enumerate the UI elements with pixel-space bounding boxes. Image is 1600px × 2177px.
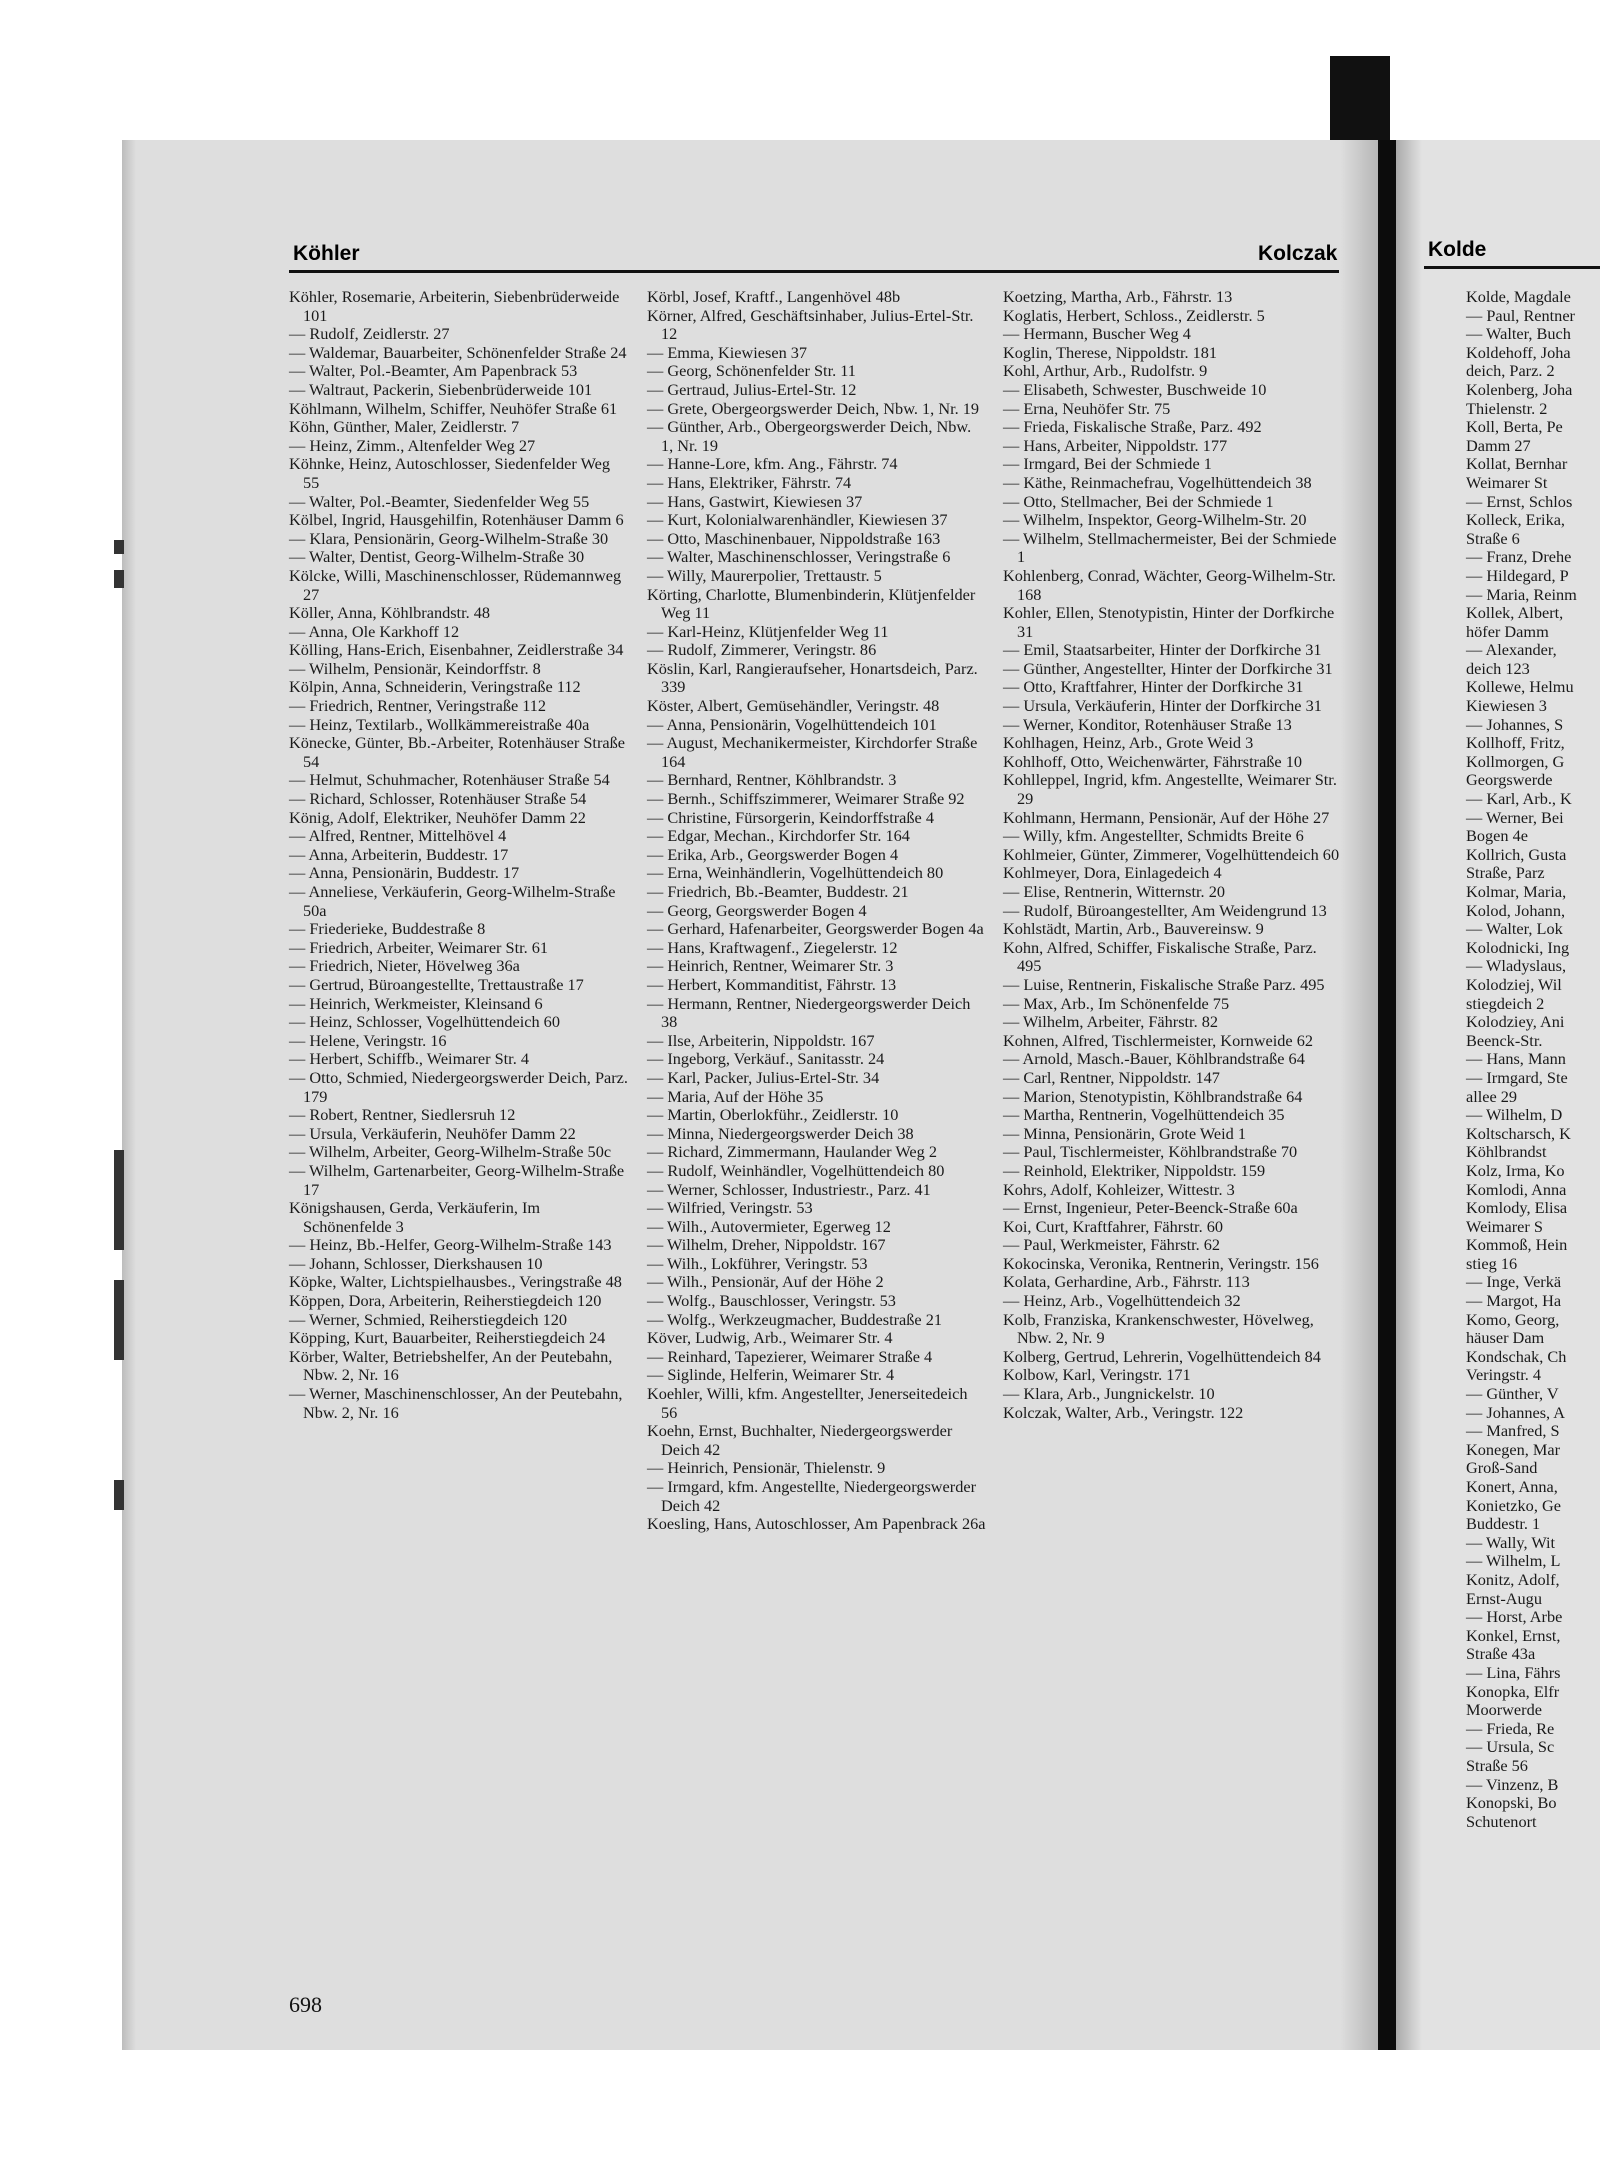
directory-entry: — Werner, Schmied, Reiherstiegdeich 120 bbox=[289, 1309, 568, 1329]
right-page-column bbox=[1466, 288, 1600, 1831]
directory-entry: — Ingeborg, Verkäuf., Sanitasstr. 24 bbox=[647, 1049, 885, 1069]
directory-entry: — Werner, Konditor, Rotenhäuser Straße 13 bbox=[1003, 714, 1292, 734]
directory-entry: Komo, Georg, bbox=[1466, 1309, 1560, 1329]
directory-entry: — Heinz, Arb., Vogelhüttendeich 32 bbox=[1003, 1291, 1241, 1311]
directory-entry: Komlody, Elisa bbox=[1466, 1198, 1568, 1218]
directory-entry: — Reinhold, Elektriker, Nippoldstr. 159 bbox=[1003, 1160, 1266, 1180]
directory-entry: Kolenberg, Joha bbox=[1466, 379, 1573, 399]
directory-entry: Koetzing, Martha, Arb., Fährstr. 13 bbox=[1003, 287, 1233, 306]
directory-entry: Straße 43a bbox=[1466, 1644, 1536, 1664]
directory-entry: Königshausen, Gerda, Verkäuferin, Im Schönenfelde 3 bbox=[289, 1198, 541, 1236]
header-right: Kolczak bbox=[1258, 242, 1338, 265]
directory-entry: — Vinzenz, B bbox=[1466, 1774, 1559, 1794]
directory-entry: Köhlmann, Wilhelm, Schiffer, Neuhöfer Straße 61 bbox=[289, 398, 618, 418]
directory-entry: Straße 6 bbox=[1466, 528, 1520, 548]
directory-entry: Kolczak, Walter, Arb., Veringstr. 122 bbox=[1003, 1402, 1244, 1422]
directory-entry: — Richard, Zimmermann, Haulander Weg 2 bbox=[647, 1142, 938, 1162]
directory-entry: Bogen 4e bbox=[1466, 826, 1528, 846]
directory-entry: — Reinhard, Tapezierer, Weimarer Straße 4 bbox=[647, 1346, 933, 1366]
directory-entry: — Heinrich, Rentner, Weimarer Str. 3 bbox=[647, 956, 894, 976]
directory-entry: — Irmgard, Bei der Schmiede 1 bbox=[1003, 454, 1212, 474]
directory-entry: — Heinz, Schlosser, Vogelhüttendeich 60 bbox=[289, 1012, 560, 1032]
directory-entry: — Marion, Stenotypistin, Köhlbrandstraße 64 bbox=[1003, 1086, 1303, 1106]
directory-entry: Beenck-Str. bbox=[1466, 1030, 1543, 1050]
directory-entry: Kollewe, Helmu bbox=[1466, 677, 1574, 697]
directory-entry: höfer Damm bbox=[1466, 621, 1549, 641]
column-3 bbox=[1003, 288, 1343, 1422]
binding-strip bbox=[1330, 56, 1390, 146]
directory-entry: Kolodziey, Ani bbox=[1466, 1012, 1565, 1032]
directory-entry: — Helene, Veringstr. 16 bbox=[289, 1030, 447, 1050]
directory-entry: Kollhoff, Fritz, bbox=[1466, 733, 1565, 753]
directory-entry: — Günther, V bbox=[1466, 1384, 1559, 1404]
gutter-shadow bbox=[1340, 140, 1378, 2050]
directory-entry: — Hermann, Rentner, Niedergeorgswerder Deich 38 bbox=[647, 993, 971, 1032]
directory-entry: — Walter, Lok bbox=[1466, 919, 1563, 939]
directory-entry: — Bernhard, Rentner, Köhlbrandstr. 3 bbox=[647, 770, 897, 790]
directory-entry: — Hanne-Lore, kfm. Ang., Fährstr. 74 bbox=[647, 454, 898, 474]
directory-entry: Koehn, Ernst, Buchhalter, Niedergeorgswerder Deich 42 bbox=[647, 1421, 953, 1459]
directory-entry: Koltscharsch, K bbox=[1466, 1123, 1571, 1143]
directory-entry: Buddestr. 1 bbox=[1466, 1514, 1541, 1534]
directory-entry: Kolb, Franziska, Krankenschwester, Hövelweg, Nbw. 2, Nr. 9 bbox=[1003, 1309, 1314, 1348]
directory-entry: — Friedrich, Bb.-Beamter, Buddestr. 21 bbox=[647, 882, 909, 901]
directory-entry: — Rudolf, Zimmerer, Veringstr. 86 bbox=[647, 640, 877, 660]
directory-entry: Kohlhagen, Heinz, Arb., Grote Weid 3 bbox=[1003, 733, 1254, 753]
directory-entry: Damm 27 bbox=[1466, 435, 1531, 455]
directory-entry: Koldehoff, Joha bbox=[1466, 342, 1571, 362]
directory-entry: — Frieda, Re bbox=[1466, 1718, 1555, 1738]
directory-entry: Köhlbrandst bbox=[1466, 1142, 1547, 1162]
directory-entry: — Hans, Gastwirt, Kiewiesen 37 bbox=[647, 491, 863, 511]
directory-entry: — Minna, Niedergeorgswerder Deich 38 bbox=[647, 1123, 914, 1143]
directory-entry: — Elise, Rentnerin, Witternstr. 20 bbox=[1003, 882, 1225, 901]
directory-entry: Köhn, Günther, Maler, Zeidlerstr. 7 bbox=[289, 417, 520, 437]
directory-entry: — Lina, Fährs bbox=[1466, 1662, 1561, 1682]
directory-entry: — Werner, Schlosser, Industriestr., Parz. 41 bbox=[647, 1179, 931, 1199]
directory-entry: — Anna, Pensionärin, Vogelhüttendeich 101 bbox=[647, 714, 937, 734]
directory-entry: — Maria, Reinm bbox=[1466, 584, 1577, 604]
directory-entry: Konert, Anna, bbox=[1466, 1477, 1558, 1496]
directory-entry: — August, Mechanikermeister, Kirchdorfer Straße 164 bbox=[647, 733, 978, 771]
directory-entry: — Anna, Ole Karkhoff 12 bbox=[289, 621, 460, 641]
directory-entry: — Inge, Verkä bbox=[1466, 1272, 1562, 1292]
directory-entry: Köhler, Rosemarie, Arbeiterin, Siebenbrüderweide 101 bbox=[289, 287, 620, 325]
directory-entry: Kölcke, Willi, Maschinenschlosser, Rüdemannweg 27 bbox=[289, 565, 622, 604]
directory-entry: Kolberg, Gertrud, Lehrerin, Vogelhüttendeich 84 bbox=[1003, 1346, 1321, 1366]
directory-entry: Körting, Charlotte, Blumenbinderin, Klütjenfelder Weg 11 bbox=[647, 584, 976, 623]
directory-entry: — Rudolf, Weinhändler, Vogelhüttendeich 80 bbox=[647, 1160, 945, 1180]
column-2 bbox=[647, 288, 987, 1534]
directory-entry: — Wilh., Autovermieter, Egerweg 12 bbox=[647, 1216, 891, 1236]
directory-entry: — Gerhard, Hafenarbeiter, Georgswerder Bogen 4a bbox=[647, 919, 984, 939]
directory-entry: Köver, Ludwig, Arb., Weimarer Str. 4 bbox=[647, 1328, 893, 1348]
directory-entry: Kohn, Alfred, Schiffer, Fiskalische Straße, Parz. 495 bbox=[1003, 937, 1317, 976]
directory-entry: — Günther, Angestellter, Hinter der Dorfkirche 31 bbox=[1003, 658, 1333, 678]
directory-entry: Kolodnicki, Ing bbox=[1466, 937, 1570, 957]
directory-entry: Kolz, Irma, Ko bbox=[1466, 1160, 1565, 1180]
directory-entry: — Heinz, Zimm., Altenfelder Weg 27 bbox=[289, 435, 536, 455]
directory-entry: — Wilhelm, Dreher, Nippoldstr. 167 bbox=[647, 1235, 886, 1255]
directory-entry: — Irmgard, Ste bbox=[1466, 1067, 1568, 1087]
directory-entry: — Johannes, A bbox=[1466, 1402, 1566, 1422]
book-spine bbox=[1378, 140, 1396, 2050]
directory-entry: Kölbel, Ingrid, Hausgehilfin, Rotenhäuser Damm 6 bbox=[289, 510, 624, 530]
directory-entry: — Wilfried, Veringstr. 53 bbox=[647, 1198, 813, 1218]
directory-entry: allee 29 bbox=[1466, 1086, 1518, 1106]
directory-entry: — Bernh., Schiffszimmerer, Weimarer Straße 92 bbox=[647, 789, 965, 809]
directory-entry: — Herbert, Kommanditist, Fährstr. 13 bbox=[647, 974, 897, 994]
directory-entry: Kolmar, Maria, bbox=[1466, 882, 1567, 901]
directory-entry: Kohrs, Adolf, Kohleizer, Wittestr. 3 bbox=[1003, 1179, 1235, 1199]
directory-entry: — Wolfg., Bauschlosser, Veringstr. 53 bbox=[647, 1291, 896, 1311]
directory-entry: — Maria, Auf der Höhe 35 bbox=[647, 1086, 824, 1106]
directory-entry: Konkel, Ernst, bbox=[1466, 1625, 1561, 1645]
directory-entry: Konitz, Adolf, bbox=[1466, 1569, 1560, 1589]
directory-entry: — Ursula, Verkäuferin, Hinter der Dorfkirche 31 bbox=[1003, 696, 1322, 716]
directory-entry: Köhnke, Heinz, Autoschlosser, Siedenfelder Weg 55 bbox=[289, 454, 611, 492]
directory-entry: Köster, Albert, Gemüsehändler, Veringstr. 48 bbox=[647, 696, 940, 716]
directory-entry: — Heinrich, Pensionär, Thielenstr. 9 bbox=[647, 1458, 886, 1478]
directory-entry: — Christine, Fürsorgerin, Keindorffstraße 4 bbox=[647, 807, 934, 827]
directory-entry: — Klara, Arb., Jungnickelstr. 10 bbox=[1003, 1384, 1215, 1404]
directory-entry: — Wilhelm, L bbox=[1466, 1551, 1561, 1571]
directory-entry: Köppen, Dora, Arbeiterin, Reiherstiegdeich 120 bbox=[289, 1291, 602, 1311]
directory-entry: Köpping, Kurt, Bauarbeiter, Reiherstiegdeich 24 bbox=[289, 1328, 606, 1348]
directory-entry: — Waltraut, Packerin, Siebenbrüderweide 101 bbox=[289, 379, 593, 399]
directory-entry: — Kurt, Kolonialwarenhändler, Kiewiesen 37 bbox=[647, 510, 948, 530]
directory-entry: — Paul, Werkmeister, Fährstr. 62 bbox=[1003, 1235, 1221, 1255]
directory-entry: Weimarer S bbox=[1466, 1216, 1543, 1236]
directory-entry: Veringstr. 4 bbox=[1466, 1365, 1542, 1385]
directory-entry: — Walter, Maschinenschlosser, Veringstraße 6 bbox=[647, 547, 951, 567]
directory-entry: — Margot, Ha bbox=[1466, 1291, 1562, 1311]
directory-entry: Thielenstr. 2 bbox=[1466, 398, 1548, 418]
directory-entry: Kondschak, Ch bbox=[1466, 1346, 1567, 1366]
directory-entry: — Gertrud, Büroangestellte, Trettaustraße 17 bbox=[289, 974, 584, 994]
directory-entry: — Otto, Maschinenbauer, Nippoldstraße 163 bbox=[647, 528, 941, 548]
directory-entry: Kokocinska, Veronika, Rentnerin, Veringstr. 156 bbox=[1003, 1253, 1319, 1273]
directory-entry: — Martha, Rentnerin, Vogelhüttendeich 35 bbox=[1003, 1105, 1285, 1125]
directory-entry: Straße, Parz bbox=[1466, 863, 1545, 883]
right-page-header: Kolde bbox=[1428, 238, 1487, 261]
directory-entry: — Wilhelm, Stellmachermeister, Bei der Schmiede 1 bbox=[1003, 528, 1337, 567]
directory-entry: Kommoß, Hein bbox=[1466, 1235, 1568, 1255]
directory-entry: — Ursula, Sc bbox=[1466, 1737, 1555, 1757]
directory-entry: — Wilhelm, Gartenarbeiter, Georg-Wilhelm-Straße 17 bbox=[289, 1160, 625, 1199]
directory-entry: — Hans, Elektriker, Fährstr. 74 bbox=[647, 472, 852, 492]
directory-entry: — Otto, Stellmacher, Bei der Schmiede 1 bbox=[1003, 491, 1274, 511]
directory-entry: — Wally, Wit bbox=[1466, 1532, 1556, 1552]
directory-entry: Koll, Berta, Pe bbox=[1466, 417, 1563, 437]
directory-entry: Konopka, Elfr bbox=[1466, 1681, 1560, 1701]
directory-entry: — Heinrich, Werkmeister, Kleinsand 6 bbox=[289, 993, 543, 1013]
directory-entry: Kohlmeier, Günter, Zimmerer, Vogelhüttendeich 60 bbox=[1003, 844, 1340, 864]
margin-marks bbox=[112, 540, 126, 1640]
directory-entry: — Alfred, Rentner, Mittelhövel 4 bbox=[289, 826, 507, 846]
directory-entry: — Georg, Georgswerder Bogen 4 bbox=[647, 900, 867, 920]
directory-entry: — Wolfg., Werkzeugmacher, Buddestraße 21 bbox=[647, 1309, 942, 1329]
directory-entry: — Arnold, Masch.-Bauer, Köhlbrandstraße 64 bbox=[1003, 1049, 1305, 1069]
directory-entry: König, Adolf, Elektriker, Neuhöfer Damm 22 bbox=[289, 807, 586, 827]
directory-entry: Kollat, Bernhar bbox=[1466, 454, 1568, 474]
directory-entry: Konietzko, Ge bbox=[1466, 1495, 1561, 1515]
directory-entry: — Friedrich, Rentner, Veringstraße 112 bbox=[289, 696, 547, 716]
directory-entry: — Hildegard, P bbox=[1466, 565, 1569, 585]
directory-entry: — Erna, Neuhöfer Str. 75 bbox=[1003, 398, 1171, 418]
directory-entry: Kohl, Arthur, Arb., Rudolfstr. 9 bbox=[1003, 361, 1208, 381]
directory-entry: — Ernst, Schlos bbox=[1466, 491, 1573, 511]
directory-entry: — Heinz, Textilarb., Wollkämmereistraße 40a bbox=[289, 714, 590, 734]
directory-entry: — Wilhelm, Arbeiter, Fährstr. 82 bbox=[1003, 1012, 1218, 1032]
directory-entry: — Emma, Kiewiesen 37 bbox=[647, 342, 808, 362]
directory-entry: — Ilse, Arbeiterin, Nippoldstr. 167 bbox=[647, 1030, 875, 1050]
directory-entry: deich 123 bbox=[1466, 658, 1530, 678]
directory-entry: — Klara, Pensionärin, Georg-Wilhelm-Straße 30 bbox=[289, 528, 609, 548]
directory-entry: — Wilhelm, Inspektor, Georg-Wilhelm-Str. 20 bbox=[1003, 510, 1307, 530]
directory-entry: — Walter, Pol.-Beamter, Siedenfelder Weg 55 bbox=[289, 491, 590, 511]
directory-entry: — Frieda, Fiskalische Straße, Parz. 492 bbox=[1003, 417, 1262, 437]
header-left: Köhler bbox=[293, 242, 360, 265]
directory-entry: — Werner, Maschinenschlosser, An der Peutebahn, Nbw. 2, Nr. 16 bbox=[289, 1384, 623, 1422]
directory-entry: — Johann, Schlosser, Dierkshausen 10 bbox=[289, 1253, 543, 1273]
directory-entry: Straße 56 bbox=[1466, 1755, 1528, 1775]
directory-entry: Kohler, Ellen, Stenotypistin, Hinter der Dorfkirche 31 bbox=[1003, 603, 1335, 641]
directory-entry: Köslin, Karl, Rangieraufseher, Honartsdeich, Parz. 339 bbox=[647, 658, 978, 697]
directory-entry: — Alexander, bbox=[1466, 640, 1557, 660]
directory-entry: — Wilh., Pensionär, Auf der Höhe 2 bbox=[647, 1272, 884, 1292]
directory-entry: — Karl, Arb., K bbox=[1466, 789, 1572, 809]
directory-entry: — Walter, Buch bbox=[1466, 324, 1571, 344]
directory-entry: — Robert, Rentner, Siedlersruh 12 bbox=[289, 1105, 516, 1125]
directory-entry: — Heinz, Bb.-Helfer, Georg-Wilhelm-Straße 143 bbox=[289, 1235, 612, 1255]
directory-entry: — Werner, Bei bbox=[1466, 807, 1564, 827]
directory-entry: — Elisabeth, Schwester, Buschweide 10 bbox=[1003, 379, 1267, 399]
directory-entry: — Friedrich, Nieter, Hövelweg 36a bbox=[289, 956, 520, 976]
directory-entry: — Ursula, Verkäuferin, Neuhöfer Damm 22 bbox=[289, 1123, 576, 1143]
directory-entry: — Hans, Kraftwagenf., Ziegelerstr. 12 bbox=[647, 937, 898, 957]
directory-entry: — Otto, Kraftfahrer, Hinter der Dorfkirche 31 bbox=[1003, 677, 1304, 697]
directory-entry: Kölpin, Anna, Schneiderin, Veringstraße 112 bbox=[289, 677, 581, 697]
directory-entry: Kollrich, Gusta bbox=[1466, 844, 1567, 864]
directory-entry: Koehler, Willi, kfm. Angestellter, Jenerseitedeich 56 bbox=[647, 1384, 968, 1422]
directory-entry: — Paul, Tischlermeister, Köhlbrandstraße 70 bbox=[1003, 1142, 1298, 1162]
directory-entry: — Paul, Rentner bbox=[1466, 305, 1575, 325]
directory-entry: — Herbert, Schiffb., Weimarer Str. 4 bbox=[289, 1049, 529, 1069]
directory-entry: — Siglinde, Helferin, Weimarer Str. 4 bbox=[647, 1365, 895, 1385]
directory-entry: — Wilhelm, Pensionär, Keindorffstr. 8 bbox=[289, 658, 541, 678]
directory-entry: — Martin, Oberlokführ., Zeidlerstr. 10 bbox=[647, 1105, 899, 1125]
directory-entry: — Willy, kfm. Angestellter, Schmidts Breite 6 bbox=[1003, 826, 1304, 846]
directory-entry: Ernst-Augu bbox=[1466, 1588, 1542, 1608]
directory-entry: — Walter, Dentist, Georg-Wilhelm-Straße 30 bbox=[289, 547, 585, 567]
page-number: 698 bbox=[289, 1992, 322, 2017]
directory-entry: Konopski, Bo bbox=[1466, 1793, 1557, 1813]
directory-entry: — Erika, Arb., Georgswerder Bogen 4 bbox=[647, 844, 899, 864]
directory-entry: — Günther, Arb., Obergeorgswerder Deich, Nbw. 1, Nr. 19 bbox=[647, 417, 972, 455]
directory-entry: häuser Dam bbox=[1466, 1328, 1545, 1348]
directory-entry: — Grete, Obergeorgswerder Deich, Nbw. 1, Nr. 19 bbox=[647, 398, 980, 418]
directory-entry: — Hermann, Buscher Weg 4 bbox=[1003, 324, 1191, 344]
header-rule bbox=[289, 270, 1339, 273]
directory-entry: Köpke, Walter, Lichtspielhausbes., Veringstraße 48 bbox=[289, 1272, 622, 1292]
directory-entry: — Willy, Maurerpolier, Trettaustr. 5 bbox=[647, 565, 882, 585]
directory-entry: Körbl, Josef, Kraftf., Langenhövel 48b bbox=[647, 287, 901, 306]
directory-entry: — Karl, Packer, Julius-Ertel-Str. 34 bbox=[647, 1067, 880, 1087]
directory-entry: Kolata, Gerhardine, Arb., Fährstr. 113 bbox=[1003, 1272, 1250, 1292]
directory-entry: Groß-Sand bbox=[1466, 1458, 1538, 1478]
directory-entry: Weimarer St bbox=[1466, 472, 1548, 492]
directory-entry: — Anna, Pensionärin, Buddestr. 17 bbox=[289, 863, 520, 883]
directory-entry: — Richard, Schlosser, Rotenhäuser Straße 54 bbox=[289, 789, 587, 809]
directory-entry: Kohnen, Alfred, Tischlermeister, Kornweide 62 bbox=[1003, 1030, 1313, 1050]
directory-entry: — Wilhelm, D bbox=[1466, 1105, 1563, 1125]
directory-entry: — Irmgard, kfm. Angestellte, Niedergeorgswerder Deich 42 bbox=[647, 1477, 976, 1515]
directory-entry: Kollek, Albert, bbox=[1466, 603, 1564, 623]
directory-entry: Koi, Curt, Kraftfahrer, Fährstr. 60 bbox=[1003, 1216, 1223, 1236]
directory-entry: — Horst, Arbe bbox=[1466, 1607, 1563, 1627]
directory-entry: deich, Parz. 2 bbox=[1466, 361, 1555, 381]
directory-entry: — Emil, Staatsarbeiter, Hinter der Dorfkirche 31 bbox=[1003, 640, 1322, 660]
directory-entry: Kohlenberg, Conrad, Wächter, Georg-Wilhelm-Str. 168 bbox=[1003, 565, 1336, 604]
directory-entry: Könecke, Günter, Bb.-Arbeiter, Rotenhäuser Straße 54 bbox=[289, 733, 625, 771]
directory-entry: — Johannes, S bbox=[1466, 714, 1564, 734]
directory-entry: Köller, Anna, Köhlbrandstr. 48 bbox=[289, 603, 491, 623]
directory-entry: Konegen, Mar bbox=[1466, 1439, 1561, 1459]
directory-entry: Körner, Alfred, Geschäftsinhaber, Julius-Ertel-Str. 12 bbox=[647, 305, 974, 344]
directory-entry: Moorwerde bbox=[1466, 1700, 1542, 1720]
directory-entry: Koesling, Hans, Autoschlosser, Am Papenbrack 26a bbox=[647, 1514, 986, 1534]
directory-entry: Kolod, Johann, bbox=[1466, 900, 1566, 920]
directory-entry: — Max, Arb., Im Schönenfelde 75 bbox=[1003, 993, 1230, 1013]
directory-entry: — Rudolf, Büroangestellter, Am Weidengrund 13 bbox=[1003, 900, 1327, 920]
directory-entry: Kohlstädt, Martin, Arb., Bauvereinsw. 9 bbox=[1003, 919, 1264, 939]
directory-entry: Kollmorgen, G bbox=[1466, 751, 1565, 771]
directory-entry: — Helmut, Schuhmacher, Rotenhäuser Straße 54 bbox=[289, 770, 610, 790]
directory-entry: Kolbow, Karl, Veringstr. 171 bbox=[1003, 1365, 1191, 1385]
directory-entry: Kolleck, Erika, bbox=[1466, 510, 1566, 530]
directory-entry: Kohlleppel, Ingrid, kfm. Angestellte, Weimarer Str. 29 bbox=[1003, 770, 1337, 809]
directory-entry: Kölling, Hans-Erich, Eisenbahner, Zeidlerstraße 34 bbox=[289, 640, 624, 660]
directory-entry: — Käthe, Reinmachefrau, Vogelhüttendeich 38 bbox=[1003, 472, 1312, 492]
directory-entry: — Wladyslaus, bbox=[1466, 956, 1567, 976]
directory-entry: stieg 16 bbox=[1466, 1253, 1518, 1273]
directory-entry: — Ernst, Ingenieur, Peter-Beenck-Straße 60a bbox=[1003, 1198, 1298, 1218]
directory-entry: Koglatis, Herbert, Schloss., Zeidlerstr. 5 bbox=[1003, 305, 1265, 325]
directory-entry: — Wilhelm, Arbeiter, Georg-Wilhelm-Straße 50c bbox=[289, 1142, 612, 1162]
directory-entry: Kohlmann, Hermann, Pensionär, Auf der Höhe 27 bbox=[1003, 807, 1330, 827]
directory-entry: Komlodi, Anna bbox=[1466, 1179, 1567, 1199]
directory-entry: — Karl-Heinz, Klütjenfelder Weg 11 bbox=[647, 621, 889, 641]
directory-entry: — Hans, Mann bbox=[1466, 1049, 1566, 1069]
directory-entry: Kiewiesen 3 bbox=[1466, 696, 1547, 716]
column-1 bbox=[289, 288, 629, 1422]
directory-entry: — Anneliese, Verkäuferin, Georg-Wilhelm-Straße 50a bbox=[289, 882, 616, 920]
directory-entry: — Erna, Weinhändlerin, Vogelhüttendeich 80 bbox=[647, 863, 944, 883]
directory-entry: — Wilh., Lokführer, Veringstr. 53 bbox=[647, 1253, 868, 1273]
directory-entry: — Otto, Schmied, Niedergeorgswerder Deich, Parz. 179 bbox=[289, 1067, 628, 1106]
directory-entry: Kohlhoff, Otto, Weichenwärter, Fährstraße 10 bbox=[1003, 751, 1303, 771]
directory-entry: — Walter, Pol.-Beamter, Am Papenbrack 53 bbox=[289, 361, 578, 381]
directory-entry: — Friedrich, Arbeiter, Weimarer Str. 61 bbox=[289, 937, 549, 957]
directory-entry: — Hans, Arbeiter, Nippoldstr. 177 bbox=[1003, 435, 1228, 455]
directory-entry: — Manfred, S bbox=[1466, 1421, 1560, 1441]
directory-entry: — Gertraud, Julius-Ertel-Str. 12 bbox=[647, 379, 857, 399]
directory-entry: — Rudolf, Zeidlerstr. 27 bbox=[289, 324, 450, 344]
directory-entry: — Carl, Rentner, Nippoldstr. 147 bbox=[1003, 1067, 1220, 1087]
directory-entry: — Anna, Arbeiterin, Buddestr. 17 bbox=[289, 844, 509, 864]
directory-entry: — Friederieke, Buddestraße 8 bbox=[289, 919, 486, 939]
directory-entry: — Edgar, Mechan., Kirchdorfer Str. 164 bbox=[647, 826, 910, 846]
directory-entry: stiegdeich 2 bbox=[1466, 993, 1545, 1013]
right-page-header-rule bbox=[1424, 266, 1600, 269]
directory-entry: Kohlmeyer, Dora, Einlagedeich 4 bbox=[1003, 863, 1222, 883]
directory-entry: — Luise, Rentnerin, Fiskalische Straße Parz. 495 bbox=[1003, 974, 1325, 994]
directory-entry: Georgswerde bbox=[1466, 770, 1553, 790]
directory-entry: Kolde, Magdale bbox=[1466, 287, 1571, 306]
directory-entry: — Minna, Pensionärin, Grote Weid 1 bbox=[1003, 1123, 1247, 1143]
directory-entry: Koglin, Therese, Nippoldstr. 181 bbox=[1003, 342, 1218, 362]
directory-entry: — Franz, Drehe bbox=[1466, 547, 1572, 567]
directory-entry: Körber, Walter, Betriebshelfer, An der Peutebahn, Nbw. 2, Nr. 16 bbox=[289, 1346, 613, 1385]
directory-entry: Kolodziej, Wil bbox=[1466, 974, 1562, 994]
directory-entry: — Waldemar, Bauarbeiter, Schönenfelder Straße 24 bbox=[289, 342, 627, 362]
directory-entry: Schutenort bbox=[1466, 1811, 1537, 1831]
directory-entry: — Georg, Schönenfelder Str. 11 bbox=[647, 361, 856, 381]
